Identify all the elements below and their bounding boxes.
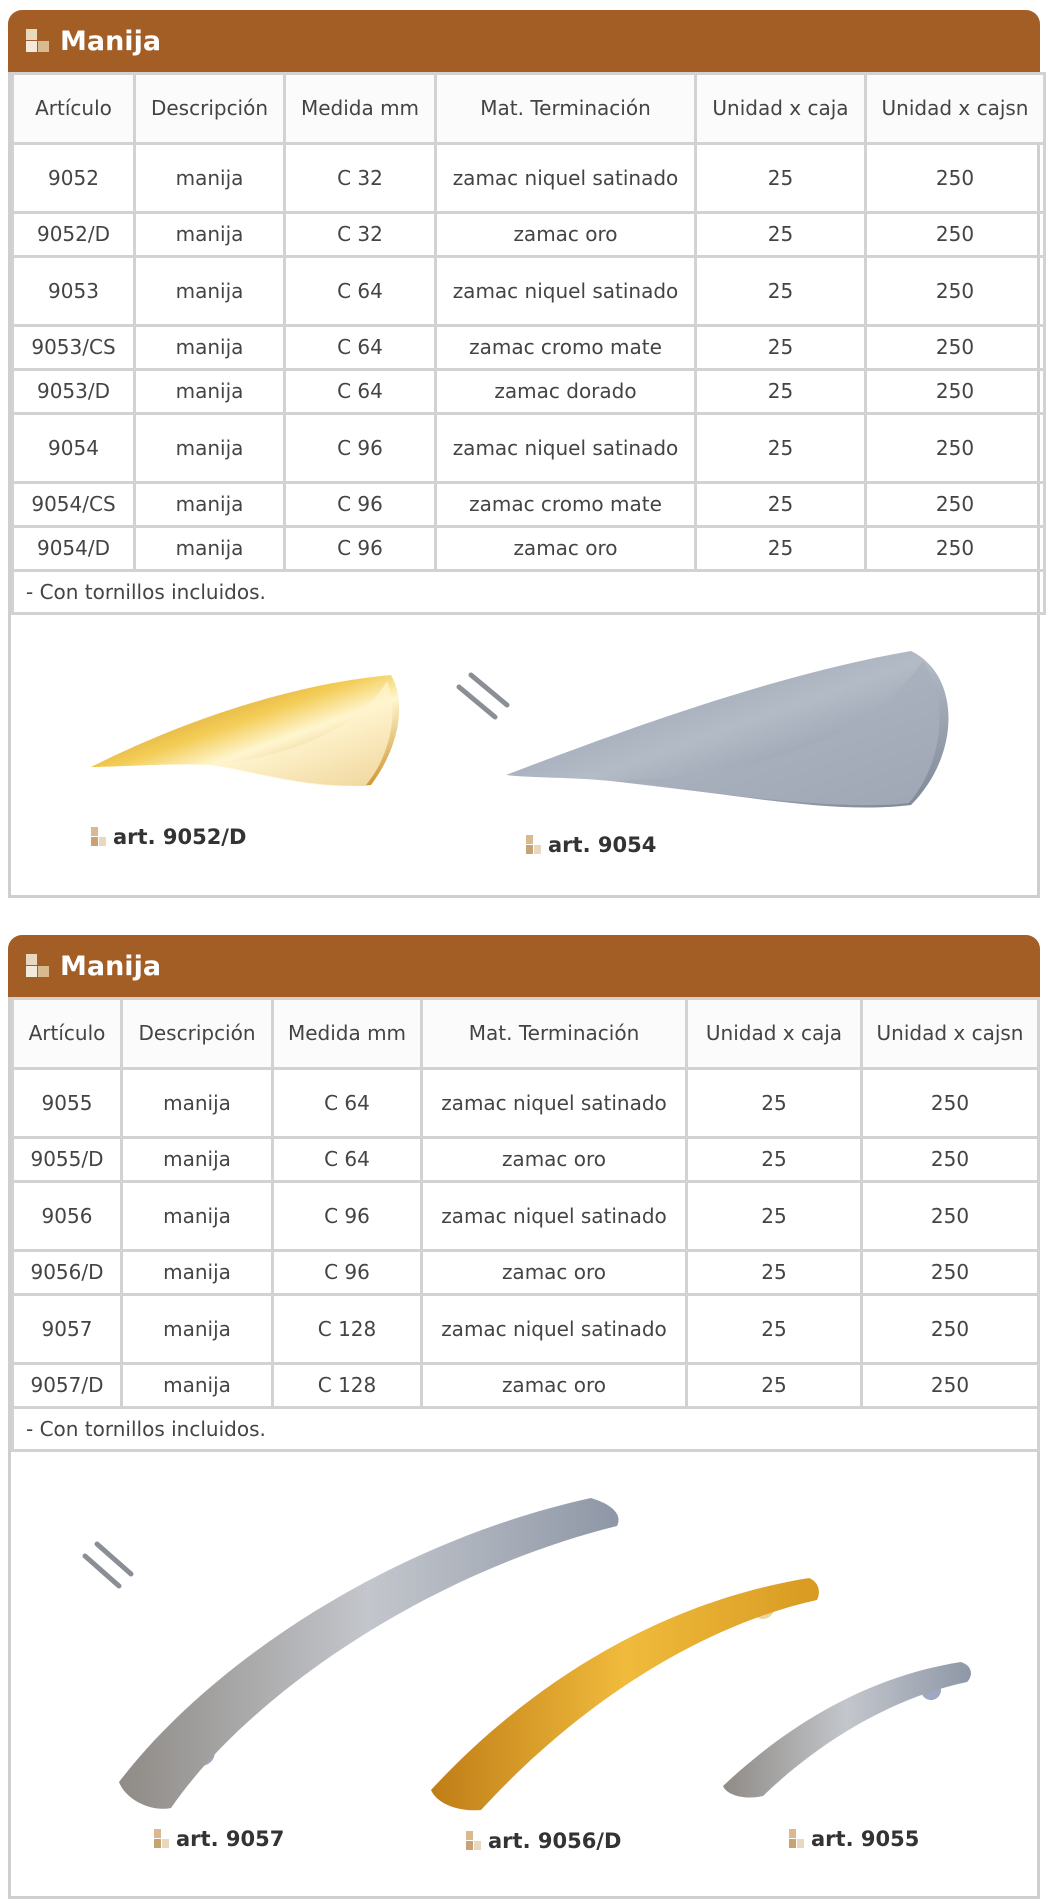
caption-text: art. 9057 — [176, 1827, 285, 1851]
col-header-descripcion: Descripción — [135, 74, 285, 144]
cell-descripcion: manija — [122, 1138, 273, 1182]
cell-unidad-cajsn: 250 — [862, 1251, 1039, 1295]
cell-descripcion: manija — [122, 1295, 273, 1364]
cell-unidad-cajsn: 250 — [862, 1138, 1039, 1182]
silver-handle-9057-icon — [119, 1498, 619, 1809]
cell-descripcion: manija — [122, 1069, 273, 1138]
cell-descripcion: manija — [122, 1364, 273, 1408]
panel-title: Manija — [60, 25, 162, 57]
table-row — [13, 483, 1045, 527]
screws-icon — [85, 1544, 131, 1586]
silver-handle-9055-icon — [723, 1662, 971, 1798]
cell-medida: C 128 — [273, 1295, 422, 1364]
cell-terminacion: zamac niquel satinado — [422, 1069, 687, 1138]
screws-icon — [459, 675, 507, 717]
table-row — [13, 326, 1045, 370]
cell-articulo: 9054 — [13, 414, 135, 483]
cell-unidad-cajsn: 250 — [866, 144, 1045, 213]
cell-terminacion: zamac niquel satinado — [436, 144, 696, 213]
cell-terminacion: zamac oro — [436, 527, 696, 571]
cell-descripcion: manija — [122, 1182, 273, 1251]
cell-descripcion: manija — [135, 527, 285, 571]
cell-descripcion: manija — [135, 370, 285, 414]
panel-header — [8, 935, 1040, 997]
table-row — [13, 213, 1045, 257]
caption-text: art. 9055 — [811, 1827, 920, 1851]
cell-articulo: 9052 — [13, 144, 135, 213]
cell-medida: C 96 — [273, 1251, 422, 1295]
cell-terminacion: zamac dorado — [436, 370, 696, 414]
cell-terminacion: zamac oro — [422, 1138, 687, 1182]
product-panel-1 — [8, 10, 1040, 900]
col-header-articulo: Artículo — [13, 999, 122, 1069]
caption-art-9057 — [154, 1827, 284, 1851]
table-row — [13, 1069, 1039, 1138]
cell-articulo: 9053/CS — [13, 326, 135, 370]
col-header-descripcion: Descripción — [122, 999, 273, 1069]
silver-handle-9054-icon — [506, 651, 949, 808]
cell-articulo: 9055/D — [13, 1138, 122, 1182]
cell-medida: C 96 — [273, 1182, 422, 1251]
cell-terminacion: zamac cromo mate — [436, 483, 696, 527]
gold-handle-9052d-icon — [91, 675, 399, 786]
cell-descripcion: manija — [135, 483, 285, 527]
cell-unidad-caja: 25 — [687, 1069, 862, 1138]
caption-art-9055 — [789, 1827, 919, 1851]
cell-articulo: 9053 — [13, 257, 135, 326]
cell-medida: C 64 — [285, 370, 436, 414]
col-header-medida: Medida mm — [273, 999, 422, 1069]
col-header-terminacion: Mat. Terminación — [436, 74, 696, 144]
table-row — [13, 257, 1045, 326]
cell-medida: C 64 — [273, 1138, 422, 1182]
table-header-row — [13, 74, 1045, 144]
cell-unidad-caja: 25 — [687, 1251, 862, 1295]
brand-squares-icon — [526, 835, 542, 855]
cell-terminacion: zamac niquel satinado — [436, 414, 696, 483]
cell-medida: C 96 — [285, 414, 436, 483]
col-header-articulo: Artículo — [13, 74, 135, 144]
cell-articulo: 9053/D — [13, 370, 135, 414]
cell-medida: C 96 — [285, 527, 436, 571]
caption-art-9056d — [466, 1829, 621, 1853]
cell-articulo: 9052/D — [13, 213, 135, 257]
cell-unidad-cajsn: 250 — [866, 326, 1045, 370]
cell-descripcion: manija — [135, 213, 285, 257]
panel-title: Manija — [60, 950, 162, 982]
table-row — [13, 414, 1045, 483]
caption-art-9054 — [526, 833, 656, 857]
table-row — [13, 1295, 1039, 1364]
product-images — [11, 1452, 1037, 1896]
brand-squares-icon — [26, 954, 50, 978]
cell-unidad-caja: 25 — [696, 326, 866, 370]
cell-descripcion: manija — [135, 414, 285, 483]
cell-terminacion: zamac niquel satinado — [436, 257, 696, 326]
cell-unidad-caja: 25 — [696, 144, 866, 213]
cell-unidad-caja: 25 — [687, 1182, 862, 1251]
cell-unidad-caja: 25 — [696, 527, 866, 571]
note-text: - Con tornillos incluidos. — [13, 1408, 1039, 1451]
brand-squares-icon — [91, 827, 107, 847]
panel-body — [8, 72, 1040, 898]
cell-descripcion: manija — [122, 1251, 273, 1295]
table-header-row — [13, 999, 1039, 1069]
cell-unidad-cajsn: 250 — [866, 213, 1045, 257]
product-images — [11, 615, 1037, 895]
cell-unidad-cajsn: 250 — [862, 1295, 1039, 1364]
cell-articulo: 9057 — [13, 1295, 122, 1364]
cell-unidad-cajsn: 250 — [862, 1069, 1039, 1138]
cell-medida: C 32 — [285, 213, 436, 257]
note-text: - Con tornillos incluidos. — [13, 571, 1045, 614]
col-header-unidad-caja: Unidad x caja — [696, 74, 866, 144]
brand-squares-icon — [26, 29, 50, 53]
note-row — [13, 571, 1045, 614]
cell-articulo: 9054/D — [13, 527, 135, 571]
table-row — [13, 1138, 1039, 1182]
spec-table — [11, 72, 1046, 615]
cell-articulo: 9056/D — [13, 1251, 122, 1295]
cell-unidad-caja: 25 — [687, 1295, 862, 1364]
cell-unidad-caja: 25 — [687, 1138, 862, 1182]
spec-table — [11, 997, 1040, 1452]
cell-terminacion: zamac cromo mate — [436, 326, 696, 370]
note-row — [13, 1408, 1039, 1451]
cell-unidad-caja: 25 — [696, 483, 866, 527]
cell-medida: C 32 — [285, 144, 436, 213]
cell-unidad-cajsn: 250 — [866, 257, 1045, 326]
cell-articulo: 9056 — [13, 1182, 122, 1251]
col-header-medida: Medida mm — [285, 74, 436, 144]
cell-medida: C 64 — [285, 326, 436, 370]
cell-unidad-caja: 25 — [696, 414, 866, 483]
cell-terminacion: zamac niquel satinado — [422, 1295, 687, 1364]
cell-unidad-cajsn: 250 — [866, 483, 1045, 527]
cell-medida: C 64 — [273, 1069, 422, 1138]
panel-header — [8, 10, 1040, 72]
product-panel-2 — [8, 935, 1040, 1883]
brand-squares-icon — [466, 1831, 482, 1851]
table-row — [13, 144, 1045, 213]
cell-unidad-cajsn: 250 — [866, 414, 1045, 483]
cell-unidad-caja: 25 — [696, 213, 866, 257]
cell-unidad-caja: 25 — [696, 257, 866, 326]
cell-terminacion: zamac oro — [422, 1364, 687, 1408]
cell-articulo: 9054/CS — [13, 483, 135, 527]
col-header-terminacion: Mat. Terminación — [422, 999, 687, 1069]
cell-unidad-caja: 25 — [687, 1364, 862, 1408]
table-row — [13, 1364, 1039, 1408]
cell-unidad-cajsn: 250 — [866, 527, 1045, 571]
cell-articulo: 9057/D — [13, 1364, 122, 1408]
cell-descripcion: manija — [135, 326, 285, 370]
cell-medida: C 128 — [273, 1364, 422, 1408]
table-row — [13, 1182, 1039, 1251]
caption-text: art. 9052/D — [113, 825, 247, 849]
handle-illustrations — [11, 615, 1037, 895]
brand-squares-icon — [789, 1829, 805, 1849]
cell-unidad-caja: 25 — [696, 370, 866, 414]
col-header-unidad-cajsn: Unidad x cajsn — [862, 999, 1039, 1069]
cell-medida: C 64 — [285, 257, 436, 326]
table-row — [13, 527, 1045, 571]
table-row — [13, 370, 1045, 414]
caption-text: art. 9056/D — [488, 1829, 622, 1853]
panel-body — [8, 997, 1040, 1899]
brand-squares-icon — [154, 1829, 170, 1849]
col-header-unidad-caja: Unidad x caja — [687, 999, 862, 1069]
cell-descripcion: manija — [135, 257, 285, 326]
cell-terminacion: zamac oro — [422, 1251, 687, 1295]
cell-unidad-cajsn: 250 — [862, 1182, 1039, 1251]
cell-articulo: 9055 — [13, 1069, 122, 1138]
cell-descripcion: manija — [135, 144, 285, 213]
cell-unidad-cajsn: 250 — [862, 1364, 1039, 1408]
caption-art-9052d — [91, 825, 246, 849]
cell-unidad-cajsn: 250 — [866, 370, 1045, 414]
cell-terminacion: zamac niquel satinado — [422, 1182, 687, 1251]
cell-medida: C 96 — [285, 483, 436, 527]
col-header-unidad-cajsn: Unidad x cajsn — [866, 74, 1045, 144]
table-row — [13, 1251, 1039, 1295]
cell-terminacion: zamac oro — [436, 213, 696, 257]
caption-text: art. 9054 — [548, 833, 657, 857]
